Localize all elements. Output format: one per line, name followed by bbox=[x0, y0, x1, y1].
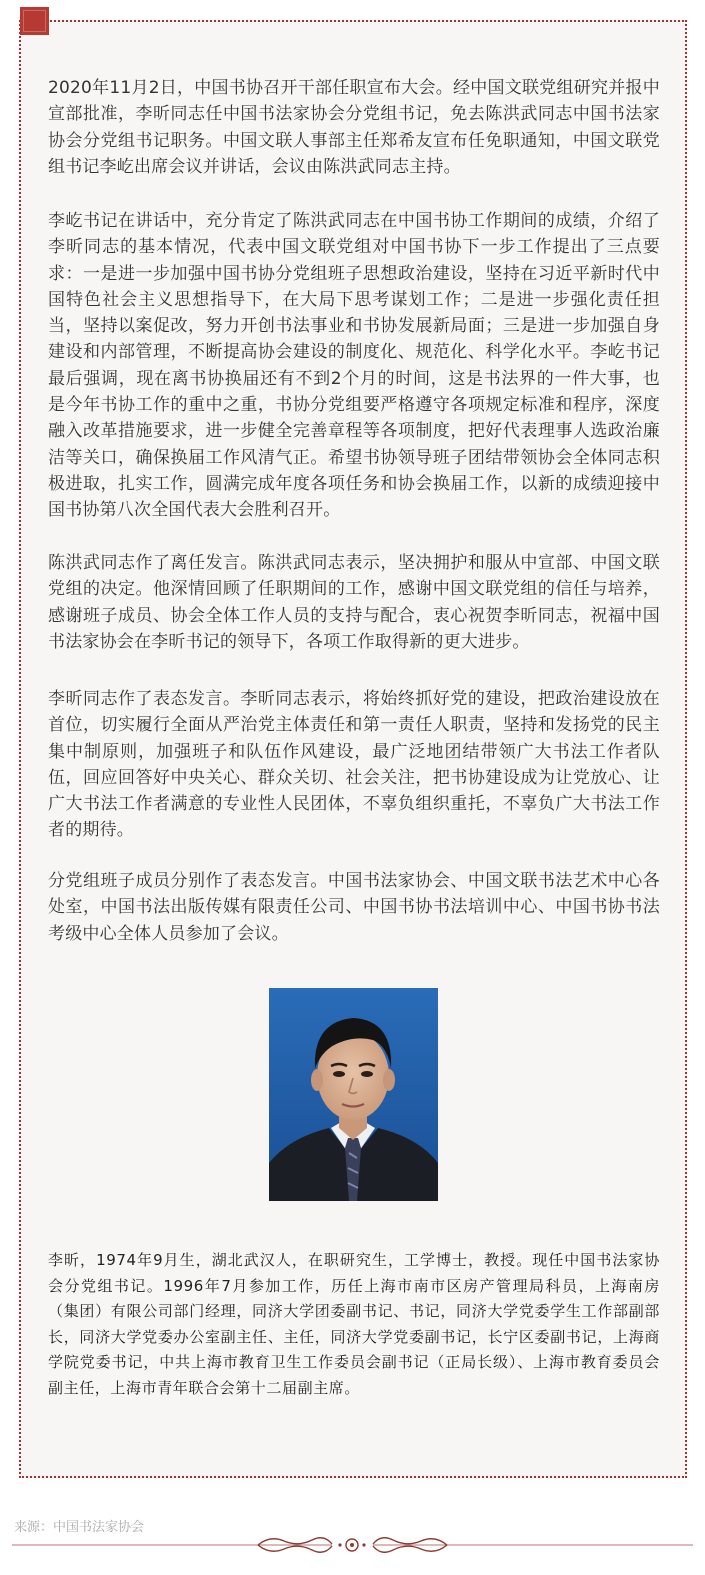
article-paragraph: 分党组班子成员分别作了表态发言。中国书法家协会、中国文联书法艺术中心各处室，中国书法出版传媒有限责任公司、中国书协书法培训中心、中国书协书法考级中心全体人员参加了会议。 bbox=[48, 871, 660, 944]
portrait-photo bbox=[269, 988, 438, 1201]
corner-decoration bbox=[20, 7, 49, 35]
article-paragraph: 李昕同志作了表态发言。李昕同志表示，将始终抓好党的建设，把政治建设放在首位，切实履行全面从严治党主体责任和第一责任人职责，坚持和发扬党的民主集中制原则，加强班子和队伍作风建设，最广泛地团结带领广大书法工作者队伍，回应回答好中央关心、群众关切、社会关注，把书协建设成为让党放心、让广大书法工作者满意的专业性人民团体，不辜负组织重托，不辜负广大书法工作者的期待。 bbox=[48, 689, 660, 841]
source-credit: 来源：中国书法家协会 bbox=[14, 1520, 145, 1535]
article-paragraph: 李屹书记在讲话中，充分肯定了陈洪武同志在中国书协工作期间的成绩，介绍了李昕同志的基本情况，代表中国文联党组对中国书协下一步工作提出了三点要求：一是进一步加强中国书协分党组班子思想政治建设，坚持在习近平新时代中国特色社会主义思想指导下，在大局下思考谋划工作；二是进一步强化责任担当，坚持以案促改，努力开创书法事业和书协发展新局面；三是进一步加强自身建设和内部管理，不断提高协会建设的制度化、规范化、科学化水平。李屹书记最后强调，现在离书协换届还有不到2个月的时间，这是书法界的一件大事，也是今年书协工作的重中之重，书协分党组要严格遵守各项规定标准和程序，深度融入改革措施要求，进一步健全完善章程等各项制度，把好代表理事人选政治廉洁等关口，确保换届工作风清气正。希望书协领导班子团结带领协会全体同志积极进取，扎实工作，圆满完成年度各项任务和协会换届工作，以新的成绩迎接中国书协第八次全国代表大会胜利召开。 bbox=[48, 211, 660, 521]
bio-text: 李昕，1974年9月生，湖北武汉人，在职研究生，工学博士，教授。现任中国书法家协会分党组书记。1996年7月参加工作，历任上海市南市区房产管理局科员，上海南房（集团）有限公司部门经理，同济大学团委副书记、书记，同济大学党委学生工作部副部长，同济大学党委办公室副主任、主任，同济大学党委副书记，长宁区委副书记，上海商学院党委书记，中共上海市教育卫生工作委员会副书记（正局长级）、上海市教育委员会副主任，上海市青年联合会第十二届副主席。 bbox=[48, 1251, 660, 1397]
article-paragraph: 2020年11月2日，中国书协召开干部任职宣布大会。经中国文联党组研究并报中宣部批准，李昕同志任中国书法家协会分党组书记，免去陈洪武同志中国书法家协会分党组书记职务。中国文联人事部主任郑希友宣布任免职通知，中国文联党组书记李屹出席会议并讲话，会议由陈洪武同志主持。 bbox=[48, 78, 660, 177]
article-paragraph: 陈洪武同志作了离任发言。陈洪武同志表示，坚决拥护和服从中宣部、中国文联党组的决定。他深情回顾了任职期间的工作，感谢中国文联党组的信任与培养，感谢班子成员、协会全体工作人员的支持与配合，衷心祝贺李昕同志，祝福中国书法家协会在李昕书记的领导下，各项工作取得新的更大进步。 bbox=[48, 553, 660, 652]
ornamental-divider bbox=[0, 1532, 705, 1558]
